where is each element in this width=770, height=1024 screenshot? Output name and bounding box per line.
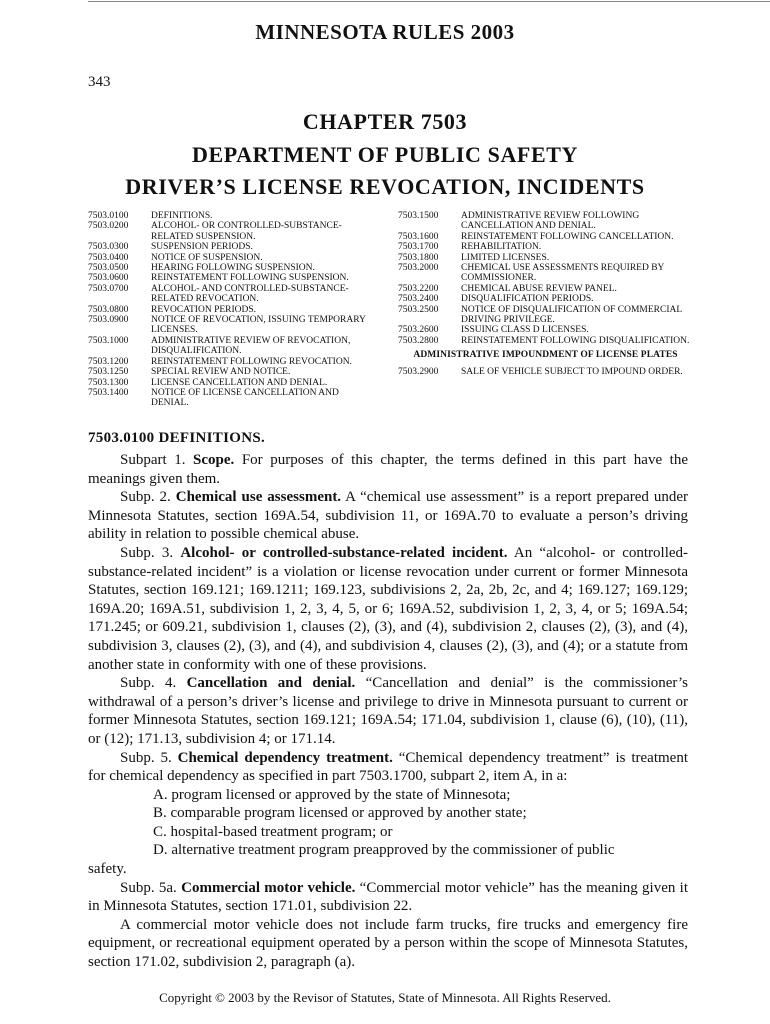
- toc-entry-title: ALCOHOL- AND CONTROLLED-SUBSTANCE-RELATED REVOCATION.: [151, 283, 349, 305]
- subpart-4: [88, 674, 688, 748]
- toc-entry[interactable]: [88, 253, 378, 263]
- toc-entry-number: 7503.2500: [398, 304, 439, 315]
- subpart-number: Subp. 5.: [120, 749, 172, 766]
- subpart-term: Chemical use assessment.: [175, 489, 342, 506]
- toc-entry-title: NOTICE OF LICENSE CANCELLATION AND DENIAL.: [151, 387, 339, 409]
- toc-entry-title: REHABILITATION.: [461, 242, 542, 253]
- toc-left-column: [88, 211, 378, 409]
- toc-entry-number: 7503.2900: [398, 366, 439, 377]
- toc-entry-number: 7503.0600: [88, 273, 129, 284]
- toc-entry-title: SPECIAL REVIEW AND NOTICE.: [151, 367, 291, 378]
- toc-entry[interactable]: [398, 211, 698, 232]
- department-title: DEPARTMENT OF PUBLIC SAFETY: [192, 142, 578, 167]
- subpart-2: [88, 488, 688, 544]
- toc-entry[interactable]: [398, 305, 698, 326]
- toc-entry-number: 7503.2600: [398, 325, 439, 336]
- chapter-title: CHAPTER 7503: [302, 109, 468, 134]
- subpart-term: Commercial motor vehicle.: [181, 879, 356, 896]
- subpart-number: Subp. 5a.: [120, 879, 177, 896]
- running-head: MINNESOTA RULES 2003: [255, 20, 515, 44]
- toc-entry[interactable]: [88, 273, 378, 283]
- copyright-footer: Copyright © 2003 by the Revisor of Statutes, State of Minnesota. All Rights Reserved.: [159, 990, 611, 1005]
- toc-entry[interactable]: [88, 378, 378, 388]
- subpart-number: Subp. 4.: [120, 675, 177, 692]
- subpart-term: Scope.: [193, 452, 235, 468]
- toc-entry[interactable]: [88, 305, 378, 315]
- toc-entry[interactable]: [88, 263, 378, 273]
- toc-entry-number: 7503.1000: [88, 335, 129, 346]
- subpart-number: Subp. 3.: [120, 544, 174, 561]
- toc-entry-number: 7503.0100: [88, 211, 129, 221]
- toc-entry-title: REINSTATEMENT FOLLOWING SUSPENSION.: [151, 273, 349, 284]
- toc-entry[interactable]: [398, 325, 698, 335]
- toc-entry[interactable]: [398, 232, 698, 242]
- toc-entry-title: REINSTATEMENT FOLLOWING DISQUALIFICATION.: [461, 335, 690, 346]
- subpart-5a-continued: A commercial motor vehicle does not include farm trucks, fire trucks and emergency fire equipment, or recreational equipment operated by a person within the scope of Minnesota Statutes, section 171.02, subdivision 2, paragraph (a).: [88, 916, 688, 971]
- toc-entry[interactable]: [398, 294, 698, 304]
- toc-entry-title: ALCOHOL- OR CONTROLLED-SUBSTANCE-RELATED SUSPENSION.: [151, 221, 342, 242]
- toc-entry-title: DEFINITIONS.: [151, 211, 213, 221]
- subpart-5: [88, 749, 688, 786]
- toc-entry-title: SUSPENSION PERIODS.: [151, 242, 253, 253]
- subpart-term: Cancellation and denial.: [186, 675, 356, 692]
- toc-entry[interactable]: [398, 284, 698, 294]
- toc-entry-number: 7503.1250: [88, 367, 129, 378]
- toc-entry[interactable]: [88, 211, 378, 221]
- subpart-text: “Chemical dependency treatment” is treatment for chemical dependency as specified in part 7503.1700, subpart 2, item A, in a:: [88, 749, 688, 785]
- subpart-5a: [88, 879, 688, 916]
- toc-entry[interactable]: [88, 336, 378, 357]
- section-heading: 7503.0100 DEFINITIONS.: [88, 430, 266, 446]
- toc-entry[interactable]: [398, 263, 698, 284]
- subpart-term: Chemical dependency treatment.: [177, 749, 393, 766]
- toc-entry-title: LIMITED LICENSES.: [461, 252, 550, 263]
- toc-entry[interactable]: [88, 242, 378, 252]
- toc-entry[interactable]: [398, 253, 698, 263]
- toc-entry-number: 7503.0800: [88, 304, 129, 315]
- subpart-term: Alcohol- or controlled-substance-related incident.: [180, 544, 508, 561]
- toc-subheading: ADMINISTRATIVE IMPOUNDMENT OF LICENSE PLATES: [413, 350, 678, 361]
- toc-entry-number: 7503.1200: [88, 356, 129, 367]
- toc-entry-title: CHEMICAL USE ASSESSMENTS REQUIRED BY COMMISSIONER.: [461, 263, 665, 284]
- page-number: 343: [88, 74, 111, 90]
- toc-entry-title: NOTICE OF DISQUALIFICATION OF COMMERCIAL DRIVING PRIVILEGE.: [461, 304, 682, 326]
- toc-entry-number: 7503.1300: [88, 377, 129, 388]
- toc-entry[interactable]: [398, 367, 698, 377]
- list-item: B. comparable program licensed or approved by another state;: [153, 805, 527, 822]
- subpart-text: For purposes of this chapter, the terms defined in this part have the meanings given them.: [88, 452, 689, 487]
- toc-entry-number: 7503.2200: [398, 283, 439, 294]
- toc-entry[interactable]: [398, 242, 698, 252]
- list-item: D. alternative treatment program preapproved by the commissioner of public: [153, 842, 615, 859]
- toc-entry-title: ISSUING CLASS D LICENSES.: [461, 325, 589, 336]
- list-item-continuation: safety.: [88, 861, 127, 878]
- toc-entry-number: 7503.1600: [398, 231, 439, 242]
- toc-entry[interactable]: [88, 284, 378, 305]
- toc-entry-title: REVOCATION PERIODS.: [151, 304, 257, 315]
- toc-entry[interactable]: [88, 221, 378, 242]
- subpart-3: [88, 544, 688, 674]
- toc-entry[interactable]: [88, 357, 378, 367]
- toc-entry-number: 7503.0500: [88, 263, 129, 274]
- toc-entry-title: CHEMICAL ABUSE REVIEW PANEL.: [461, 283, 617, 294]
- toc-entry-number: 7503.0700: [88, 283, 129, 294]
- rule-body: [88, 451, 688, 972]
- toc-right-column: [398, 211, 698, 377]
- subpart-text: “Cancellation and denial” is the commissioner’s withdrawal of a person’s driver’s license and privilege to drive in Minnesota pursuant to current or former Minnesota Statutes, section 169.121; 169A.54; 171.04, subdivision 1, clause (6), (10), (11), or (12); 171.13, subdivision 4; or 171.14.: [88, 675, 688, 747]
- toc-entry-number: 7503.1700: [398, 242, 439, 253]
- toc-entry-number: 7503.2800: [398, 335, 439, 346]
- toc-entry-number: 7503.0200: [88, 221, 129, 232]
- list-item: A. program licensed or approved by the state of Minnesota;: [153, 786, 511, 803]
- subpart-number: Subp. 2.: [120, 489, 171, 506]
- toc-entry-title: ADMINISTRATIVE REVIEW OF REVOCATION, DISQUALIFICATION.: [151, 335, 351, 357]
- toc-entry-title: DISQUALIFICATION PERIODS.: [461, 294, 594, 305]
- toc-entry-number: 7503.0300: [88, 242, 129, 253]
- toc-entry-title: NOTICE OF REVOCATION, ISSUING TEMPORARY LICENSES.: [151, 315, 366, 336]
- toc-entry-title: SALE OF VEHICLE SUBJECT TO IMPOUND ORDER.: [461, 366, 683, 377]
- toc-entry-title: ADMINISTRATIVE REVIEW FOLLOWING CANCELLATION AND DENIAL.: [461, 211, 640, 232]
- subpart-text: A “chemical use assessment” is a report prepared under Minnesota Statutes, section 169A.54, subdivision 11, or 169A.70 to evaluate a person’s driving ability in relation to possible chemical abuse.: [88, 489, 689, 543]
- toc-entry-number: 7503.2000: [398, 263, 439, 274]
- toc-entry-number: 7503.1400: [88, 387, 129, 398]
- toc-entry[interactable]: [88, 367, 378, 377]
- toc-entry-title: NOTICE OF SUSPENSION.: [151, 252, 263, 263]
- toc-entry[interactable]: [88, 315, 378, 336]
- toc-entry-title: HEARING FOLLOWING SUSPENSION.: [151, 263, 315, 274]
- toc-entry-number: 7503.0900: [88, 315, 129, 326]
- toc-entry-number: 7503.1800: [398, 252, 439, 263]
- toc-entry-number: 7503.0400: [88, 252, 129, 263]
- subpart-text: “Commercial motor vehicle” has the meaning given it in Minnesota Statutes, section 171.01, subdivision 22.: [88, 879, 689, 915]
- subpart-text: An “alcohol- or controlled-substance-related incident” is a violation or license revocation under current or former Minnesota Statutes, section 169.121; 169.1211; 169.123, subdivisions 2, 2a, 2b, 2c, and 4; 169.127; 169.129; 169A.20; 169A.51, subdivision 1, 2, 3, 4, 5, or 6; 169A.52, subdivision 1, 2, 3, 4, or 5; 169A.54; 171.245; or 609.21, subdivision 1, clauses (2), (3), and (4), subdivision 2, clauses (2), (3), and (4), subdivision 3, clauses (2), (3), and (4), and subdivision 4, clauses (2), (3), and (4); or a statute from another state in conformity with one of these provisions.: [88, 544, 689, 673]
- toc-entry-title: REINSTATEMENT FOLLOWING REVOCATION.: [151, 356, 352, 367]
- toc-entry-title: REINSTATEMENT FOLLOWING CANCELLATION.: [461, 231, 674, 242]
- toc-entry[interactable]: [398, 336, 698, 346]
- subject-title: DRIVER’S LICENSE REVOCATION, INCIDENTS: [125, 174, 645, 199]
- top-rule: [88, 1, 770, 2]
- toc-entry-number: 7503.2400: [398, 294, 439, 305]
- list-item: C. hospital-based treatment program; or: [153, 823, 393, 840]
- subpart-1: [88, 451, 688, 488]
- toc-entry[interactable]: [88, 388, 378, 409]
- toc-entry-title: LICENSE CANCELLATION AND DENIAL.: [151, 377, 328, 388]
- subpart-number: Subpart 1.: [120, 452, 186, 468]
- toc-entry-number: 7503.1500: [398, 211, 439, 221]
